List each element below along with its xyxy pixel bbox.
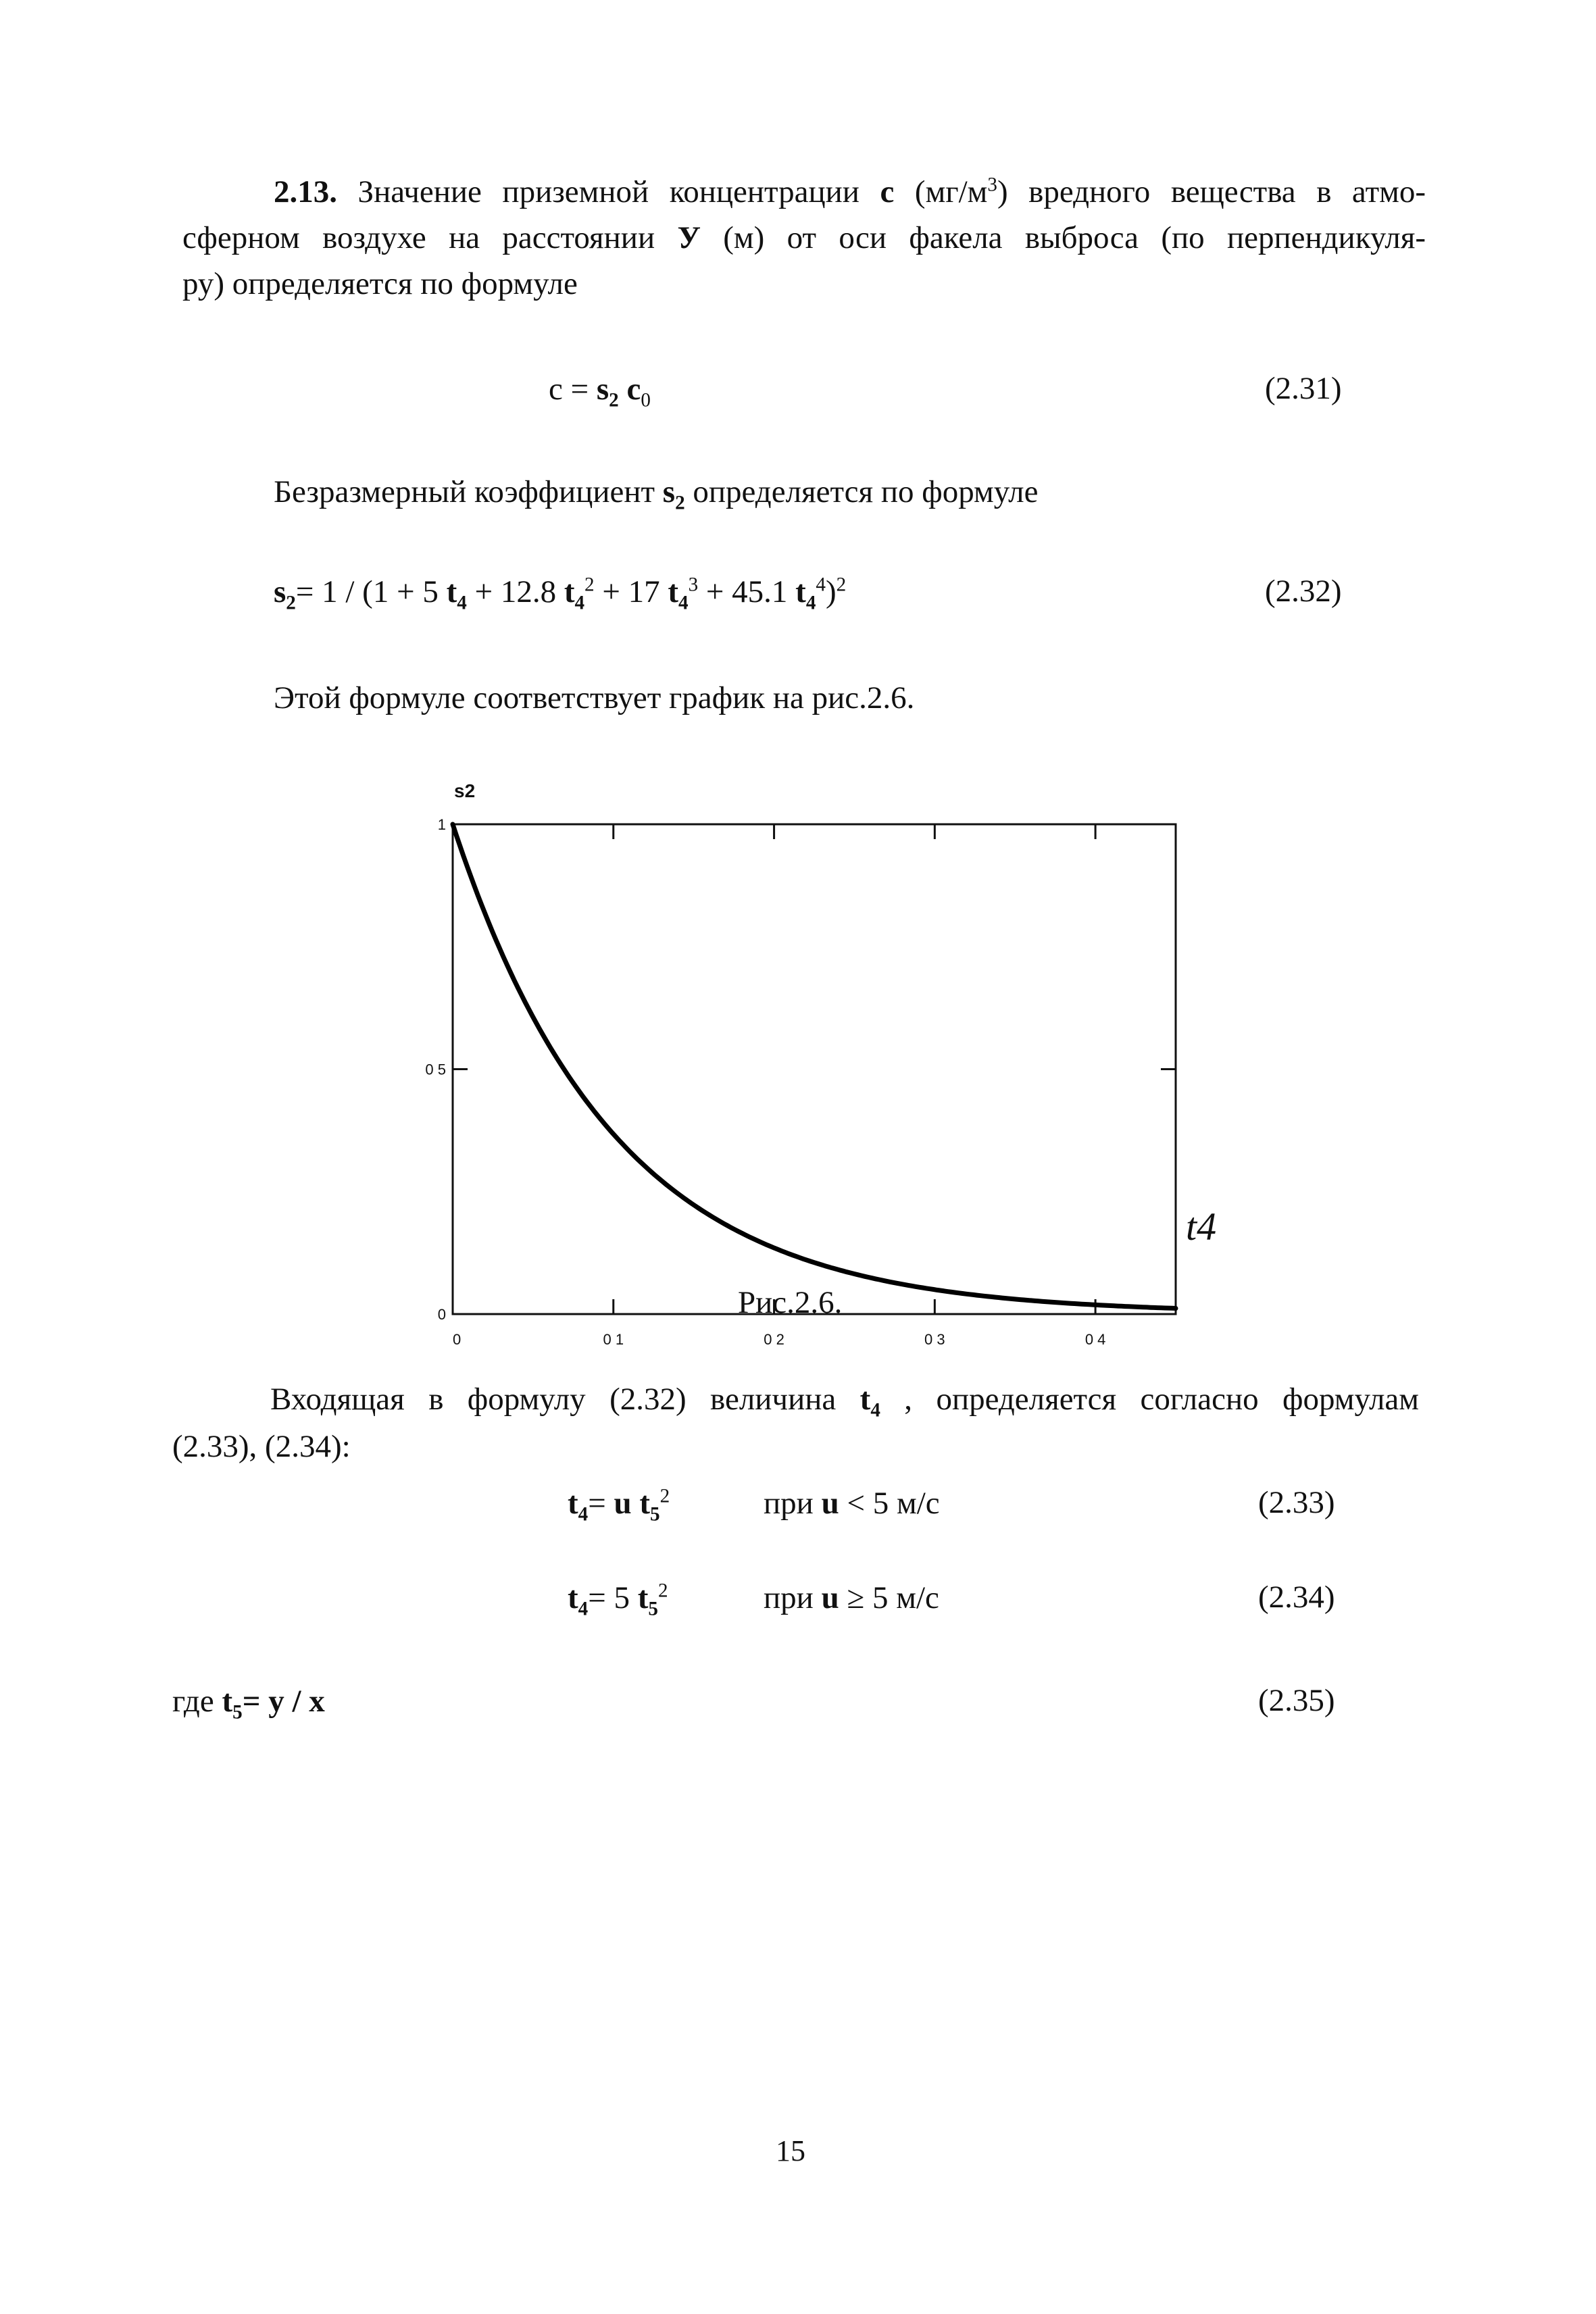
equation-number-2-33: (2.33)	[1258, 1485, 1335, 1520]
y-axis-label: s2	[454, 780, 476, 801]
equation-2-33: $t_4= u$ $t_5^2$	[568, 1485, 670, 1526]
s2-curve	[453, 824, 1176, 1309]
text: вредного вещества в атмо-	[1028, 174, 1426, 209]
text: (м) от оси факела выброса (по перпендикуля-	[723, 220, 1426, 255]
text: Значение приземной концентрации	[357, 174, 859, 209]
t4-paragraph-line-2: (2.33), (2.34):	[172, 1429, 351, 1464]
figure-caption: Рис.2.6.	[738, 1285, 843, 1320]
paragraph-2-13-line-3: ру) определяется по формуле	[182, 266, 578, 301]
equation-number-2-31: (2.31)	[1265, 371, 1342, 406]
equation-2-35: где $t_5= y / x$	[172, 1684, 325, 1724]
condition-2-33: при u < 5 м/с	[764, 1486, 940, 1521]
equation-2-31: $c = s_2$ $c_0$	[549, 372, 651, 411]
equation-number-2-34: (2.34)	[1258, 1580, 1335, 1615]
section-number: 2.13.	[274, 174, 337, 209]
y-tick-label-2: 1	[437, 816, 446, 833]
equation-2-32: $s_2= 1 / (1 + 5$ $t_4 + 12.8$ $t_4^2 + 17$ $t_4^3 + 45.1$ $t_4^4)^2$	[274, 574, 847, 614]
page-number: 15	[776, 2134, 805, 2167]
x-tick-label-4: 0 4	[1084, 1331, 1106, 1348]
graph-intro-text: Этой формуле соответствует график на рис.2.6.	[274, 680, 915, 715]
paragraph-2-13-line-2	[182, 219, 1426, 257]
equation-2-34: $t_4= 5$ $t_5^2$	[568, 1580, 668, 1620]
coefficient-text: Безразмерный коэффициент $s_2$ определяется по формуле	[274, 474, 1039, 514]
tick-labels	[425, 816, 1105, 1348]
c-symbol: c	[880, 174, 895, 209]
equation-number-2-35: (2.35)	[1258, 1683, 1335, 1718]
text: сферном воздухе на расстоянии	[182, 220, 655, 255]
x-tick-label-3: 0 3	[924, 1331, 945, 1348]
condition-2-34: при u ≥ 5 м/с	[764, 1580, 939, 1615]
y-tick-label-1: 0 5	[425, 1061, 446, 1078]
units: $(мг/м^3)$	[914, 174, 1008, 209]
y-symbol: У	[677, 220, 701, 255]
t4-paragraph-line-1: Входящая в формулу (2.32) величина $t_4$ , определяется согласно формулам	[270, 1382, 1420, 1422]
x-tick-label-2: 0 2	[764, 1331, 784, 1348]
x-axis-label: t4	[1186, 1205, 1217, 1249]
paragraph-2-13-line-1	[182, 173, 1426, 211]
x-tick-label-0: 0	[453, 1331, 462, 1348]
y-tick-label-0: 0	[437, 1306, 446, 1323]
x-tick-label-1: 0 1	[603, 1331, 624, 1348]
equation-number-2-32: (2.32)	[1265, 574, 1342, 609]
